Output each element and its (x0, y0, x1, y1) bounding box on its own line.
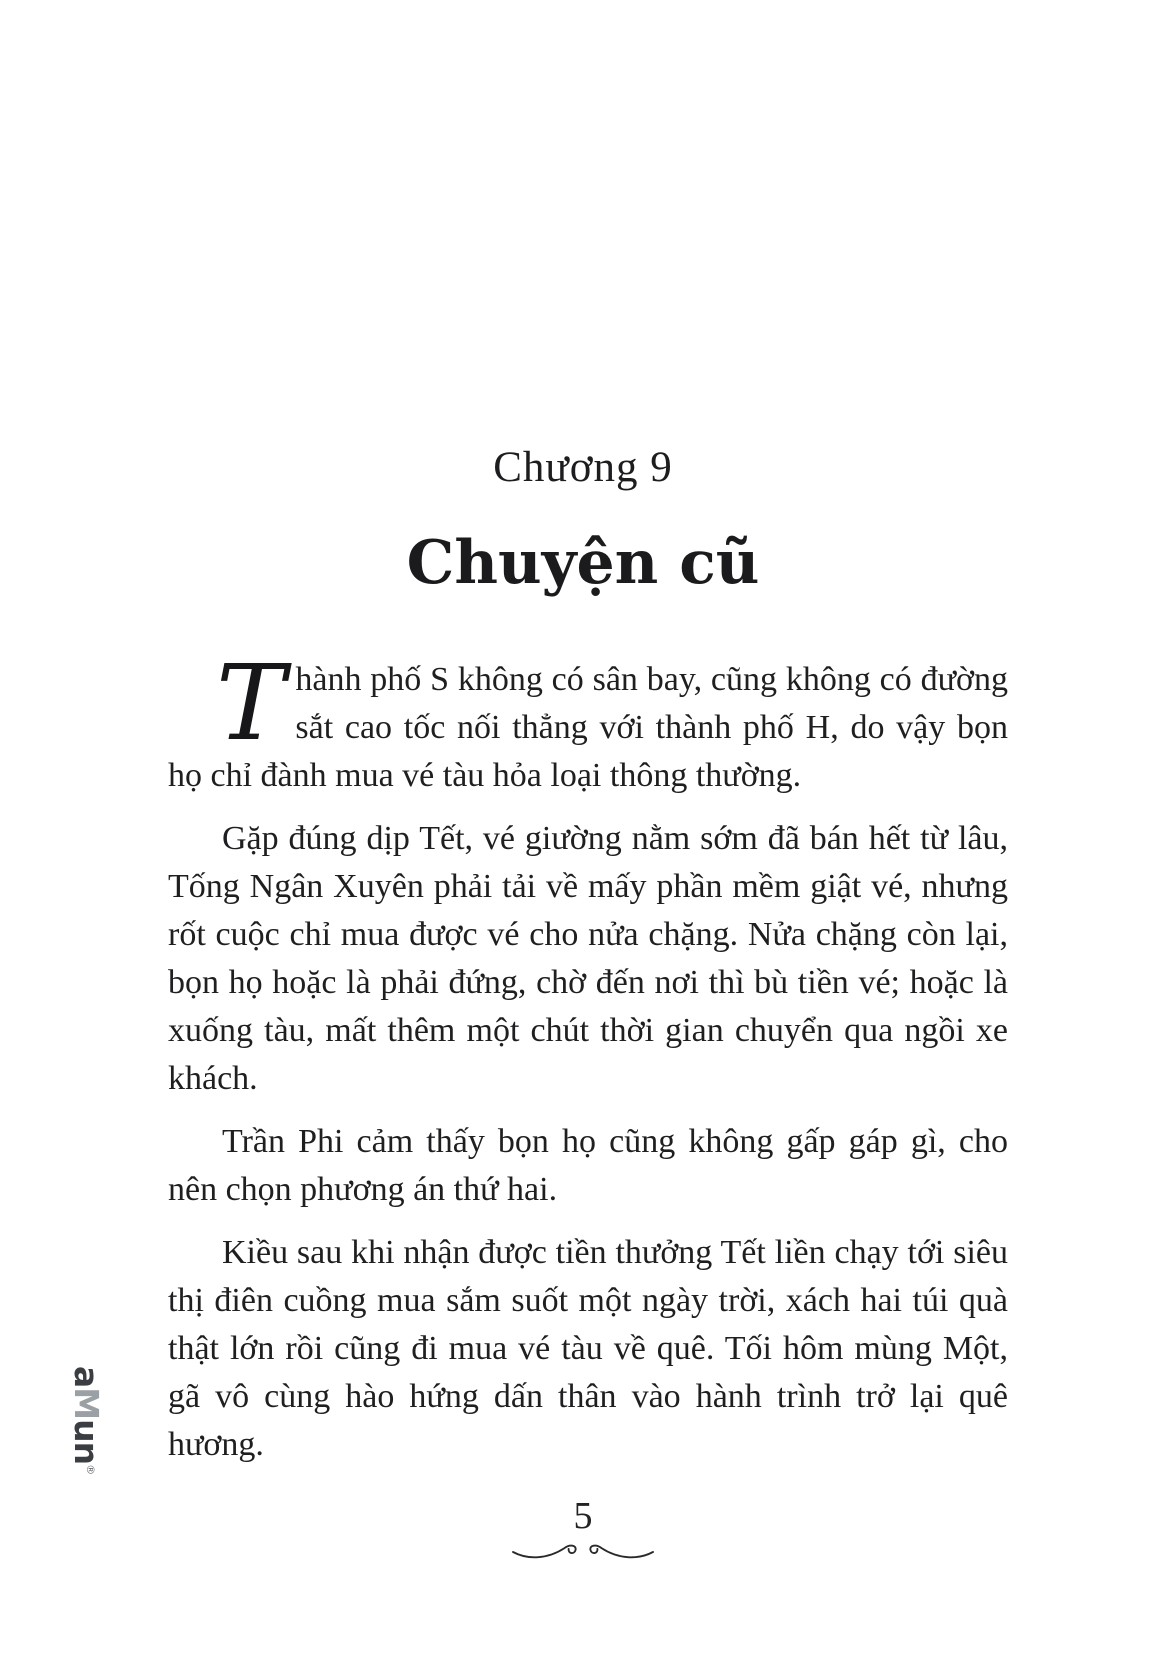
chapter-number: Chương 9 (493, 444, 673, 491)
paragraph: Gặp đúng dịp Tết, vé giường nằm sớm đã bán hết từ lâu, Tống Ngân Xuyên phải tải về mấy phần mềm giật vé, nhưng rốt cuộc chỉ mua được vé cho nửa chặng. Nửa chặng còn lại, bọn họ hoặc là phải đứng, chờ đến nơi thì bù tiền vé; hoặc là xuống tàu, mất thêm một chút thời gian chuyển qua ngồi xe khách. (168, 820, 1008, 1097)
page-number: 5 (573, 1495, 593, 1537)
paragraph: Trần Phi cảm thấy bọn họ cũng không gấp gáp gì, cho nên chọn phương án thứ hai. (168, 1123, 1008, 1208)
logo-letters-un: un (67, 1419, 106, 1465)
double-swash-ornament-icon (508, 1538, 658, 1566)
page-footer (163, 1496, 1003, 1566)
paragraph (168, 642, 1008, 800)
publisher-logo-text (67, 1366, 110, 1476)
publisher-logo (67, 1366, 110, 1476)
logo-letter-a: a (67, 1366, 106, 1388)
logo-letter-m-chevron-icon: M (67, 1387, 106, 1420)
chapter-title: Chuyện cũ (406, 528, 760, 598)
drop-cap: T (216, 642, 286, 764)
body-text (168, 642, 1008, 1484)
paragraph: Kiều sau khi nhận được tiền thưởng Tết liền chạy tới siêu thị điên cuồng mua sắm suốt một ngày trời, xách hai túi quà thật lớn rồi cũng đi mua vé tàu về quê. Tối hôm mùng Một, gã vô cùng hào hứng dấn thân vào hành trình trở lại quê hương. (168, 1234, 1008, 1463)
registered-trademark-icon: ® (84, 1464, 97, 1476)
paragraph-text: hành phố S không có sân bay, cũng không có đường sắt cao tốc nối thẳng với thành phố H, do vậy bọn họ chỉ đành mua vé tàu hỏa loại thông thường. (168, 661, 1008, 794)
